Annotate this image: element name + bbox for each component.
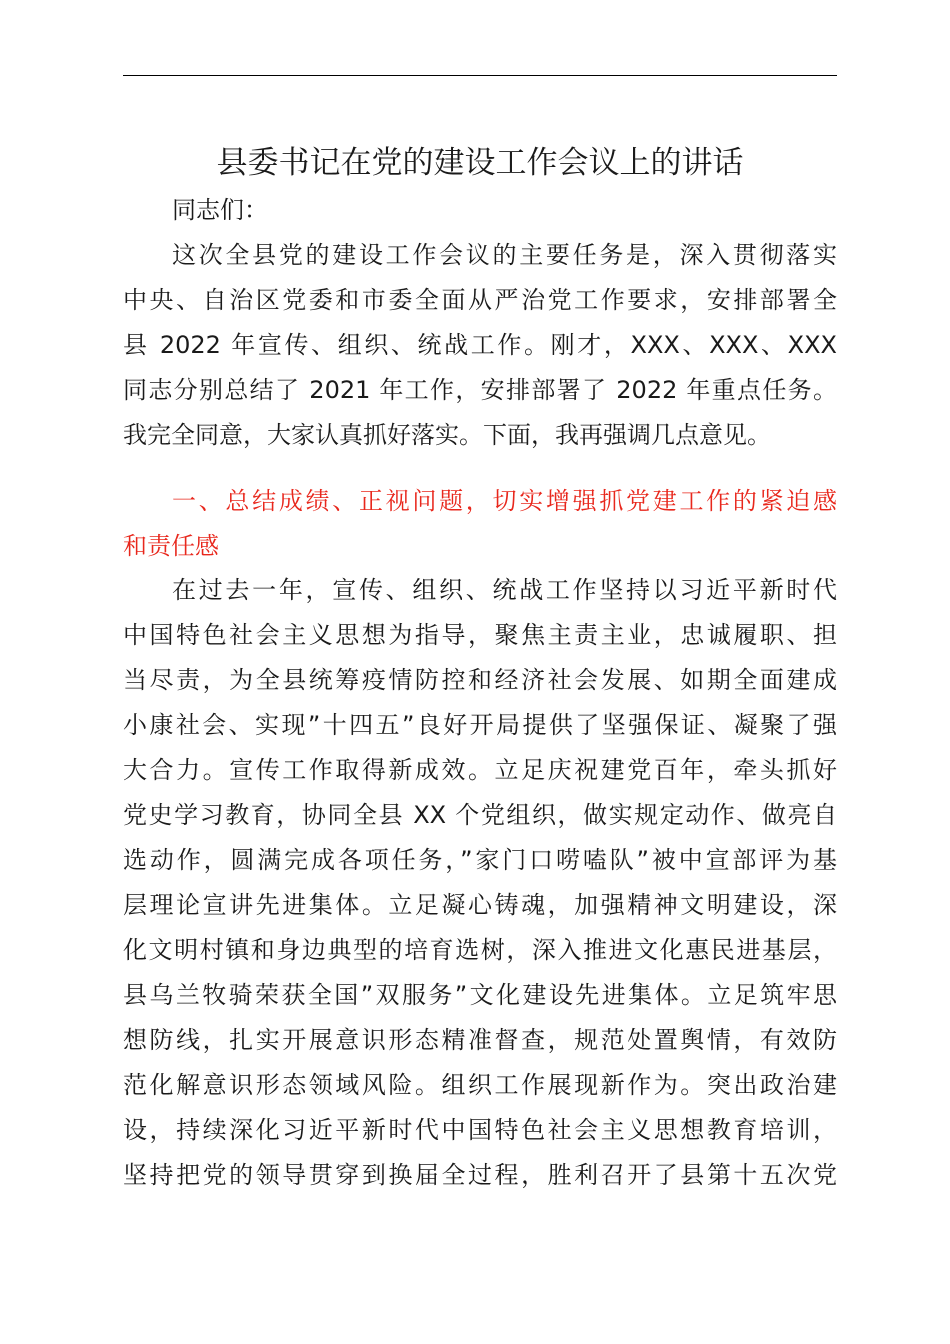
paragraph-2-line: 小康社会、实现”十四五”良好开局提供了坚强保证、凝聚了强: [123, 711, 837, 739]
section-1-heading: 和责任感: [123, 532, 219, 560]
paragraph-1-line: 中央、自治区党委和市委全面从严治党工作要求，安排部署全: [123, 286, 837, 314]
paragraph-2-line: 县乌兰牧骑荣获全国”双服务”文化建设先进集体。立足筑牢思: [123, 981, 837, 1009]
paragraph-2-line: 坚持把党的领导贯穿到换届全过程，胜利召开了县第十五次党: [123, 1161, 837, 1189]
paragraph-2-line: 设，持续深化习近平新时代中国特色社会主义思想教育培训，: [123, 1116, 837, 1144]
paragraph-2-line: 范化解意识形态领域风险。组织工作展现新作为。突出政治建: [123, 1071, 837, 1099]
header-rule: [123, 75, 837, 76]
paragraph-2-line: 化文明村镇和身边典型的培育选树，深入推进文化惠民进基层，: [123, 936, 837, 964]
paragraph-2-line: 层理论宣讲先进集体。立足凝心铸魂，加强精神文明建设，深: [123, 891, 837, 919]
paragraph-1-line: 同志分别总结了 2021 年工作，安排部署了 2022 年重点任务。: [123, 376, 837, 404]
paragraph-1-line: 县 2022 年宣传、组织、统战工作。刚才，XXX、XXX、XXX: [123, 331, 837, 359]
salutation: 同志们：: [172, 196, 268, 224]
paragraph-2-line: 党史学习教育，协同全县 XX 个党组织，做实规定动作、做亮自: [123, 801, 837, 829]
paragraph-2-line: 当尽责，为全县统筹疫情防控和经济社会发展、如期全面建成: [123, 666, 837, 694]
paragraph-1-line: 我完全同意，大家认真抓好落实。下面，我再强调几点意见。: [123, 421, 771, 449]
paragraph-1-line: 这次全县党的建设工作会议的主要任务是，深入贯彻落实: [172, 241, 837, 269]
paragraph-2-line: 选动作，圆满完成各项任务，”家门口唠嗑队”被中宣部评为基: [123, 846, 837, 874]
paragraph-2-line: 中国特色社会主义思想为指导，聚焦主责主业，忠诚履职、担: [123, 621, 837, 649]
paragraph-2-line: 大合力。宣传工作取得新成效。立足庆祝建党百年，牵头抓好: [123, 756, 837, 784]
document-title: 县委书记在党的建设工作会议上的讲话: [216, 145, 744, 181]
paragraph-2-line: 在过去一年，宣传、组织、统战工作坚持以习近平新时代: [172, 576, 837, 604]
paragraph-2-line: 想防线，扎实开展意识形态精准督查，规范处置舆情，有效防: [123, 1026, 837, 1054]
section-1-heading: 一、总结成绩、正视问题，切实增强抓党建工作的紧迫感: [172, 487, 837, 515]
